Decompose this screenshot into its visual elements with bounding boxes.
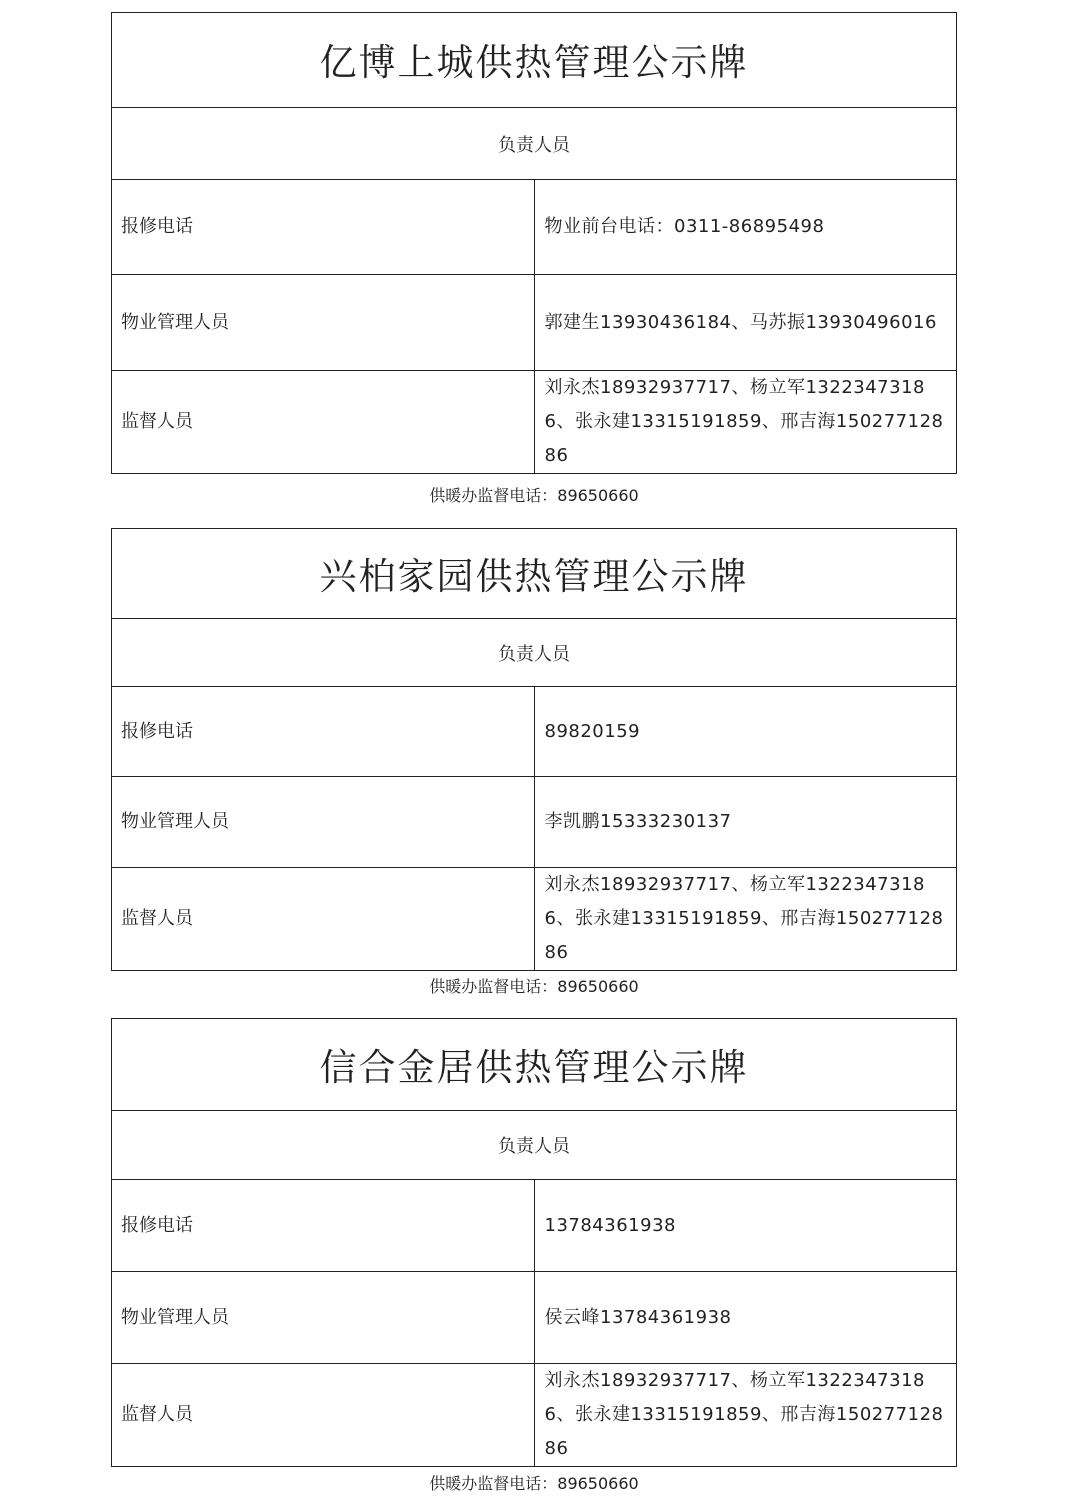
repair-phone-value: 13784361938	[534, 1180, 957, 1272]
property-manager-label: 物业管理人员	[112, 777, 535, 868]
notice-board-2	[111, 528, 957, 971]
property-manager-value: 李凯鹏15333230137	[534, 777, 957, 868]
supervisor-value: 刘永杰18932937717、杨立军13223473186、张永建13315191859、邢吉海15027712886	[534, 868, 957, 971]
notice-table	[111, 12, 957, 474]
repair-phone-label: 报修电话	[112, 180, 535, 275]
notice-board-3	[111, 1018, 957, 1467]
board-footer-1: 供暖办监督电话：89650660	[429, 486, 639, 505]
property-manager-label: 物业管理人员	[112, 275, 535, 371]
supervisor-value: 刘永杰18932937717、杨立军13223473186、张永建13315191859、邢吉海15027712886	[534, 371, 957, 474]
board-footer-3: 供暖办监督电话：89650660	[429, 1474, 639, 1493]
notice-board-1	[111, 12, 957, 474]
property-manager-value: 郭建生13930436184、马苏振13930496016	[534, 275, 957, 371]
supervisor-label: 监督人员	[112, 371, 535, 474]
responsible-header: 负责人员	[112, 619, 957, 687]
repair-phone-label: 报修电话	[112, 687, 535, 777]
board-title: 亿博上城供热管理公示牌	[112, 13, 957, 108]
board-title: 信合金居供热管理公示牌	[112, 1019, 957, 1111]
notice-table	[111, 1018, 957, 1467]
repair-phone-value: 89820159	[534, 687, 957, 777]
board-title: 兴柏家园供热管理公示牌	[112, 529, 957, 619]
property-manager-value: 侯云峰13784361938	[534, 1272, 957, 1364]
responsible-header: 负责人员	[112, 1111, 957, 1180]
notice-table	[111, 528, 957, 971]
repair-phone-value: 物业前台电话：0311-86895498	[534, 180, 957, 275]
supervisor-label: 监督人员	[112, 868, 535, 971]
repair-phone-label: 报修电话	[112, 1180, 535, 1272]
responsible-header: 负责人员	[112, 108, 957, 180]
property-manager-label: 物业管理人员	[112, 1272, 535, 1364]
supervisor-label: 监督人员	[112, 1364, 535, 1467]
supervisor-value: 刘永杰18932937717、杨立军13223473186、张永建13315191859、邢吉海15027712886	[534, 1364, 957, 1467]
board-footer-2: 供暖办监督电话：89650660	[429, 977, 639, 996]
